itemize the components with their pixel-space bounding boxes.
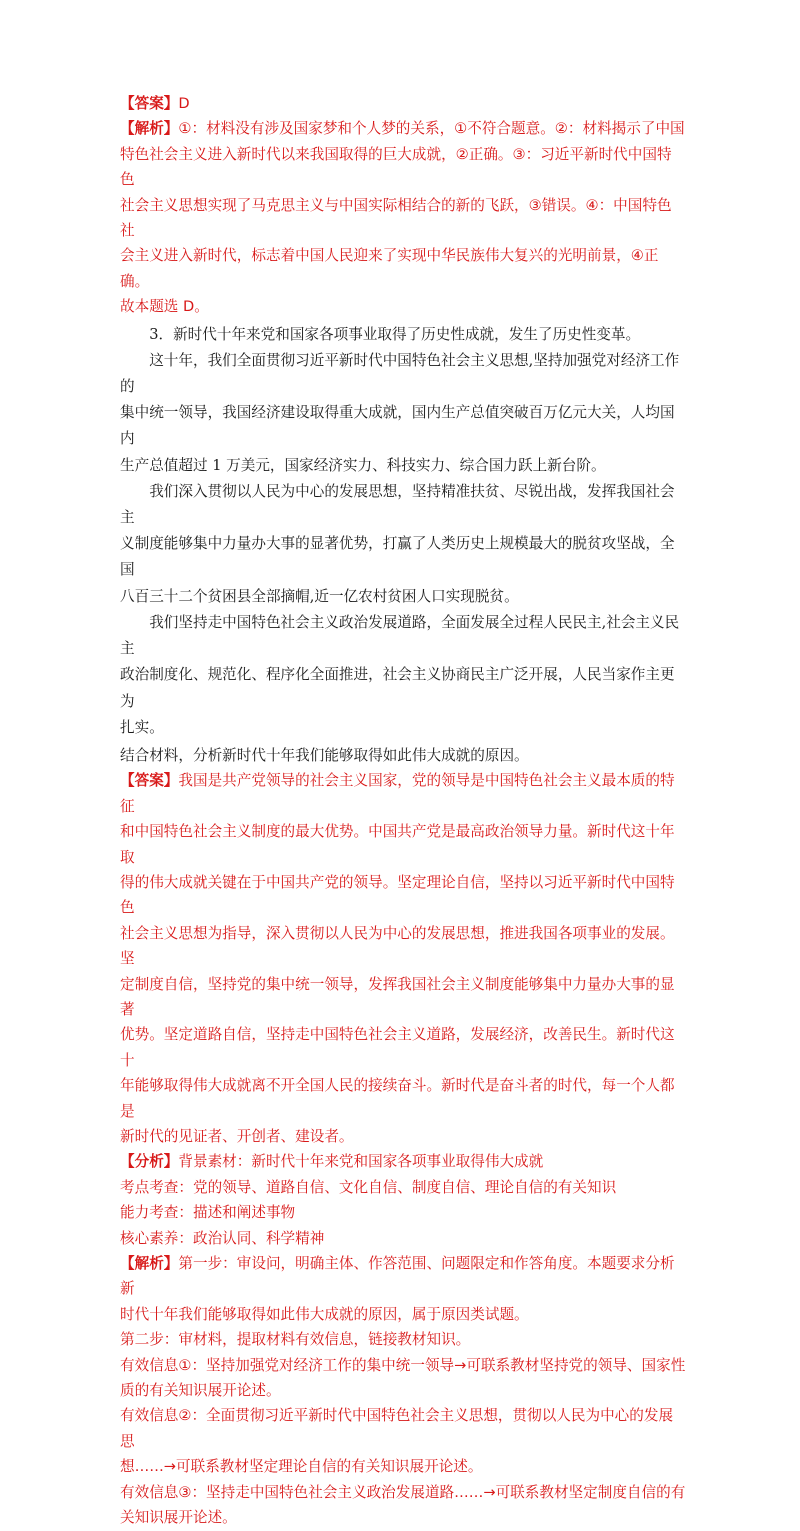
analysis-tag: 【解析】 — [120, 120, 179, 138]
fenxi-tag: 【分析】 — [120, 1153, 179, 1171]
answer-2-line: 和中国特色社会主义制度的最大优势。中国共产党是最高政治领导力量。新时代这十年取 — [120, 823, 675, 866]
answer-2-line: 【答案】我国是共产党领导的社会主义国家，党的领导是中国特色社会主义最本质的特征 — [120, 772, 675, 815]
answer-2-line: 新时代的见证者、开创者、建设者。 — [120, 1128, 354, 1145]
answer-value: D — [178, 95, 190, 112]
material-line: 我们深入贯彻以人民为中心的发展思想，坚持精准扶贫、尽锐出战，发挥我国社会主 — [120, 482, 675, 527]
analysis-2-block — [120, 1251, 686, 1530]
material-line: 我们坚持走中国特色社会主义政治发展道路，全面发展全过程人民民主,社会主义民主 — [120, 613, 680, 658]
fenxi-line: 能力考查：描述和阐述事物 — [120, 1204, 296, 1222]
answer-tag: 【答案】 — [120, 772, 179, 790]
answer-1-line — [120, 91, 686, 116]
answer-2-line: 得的伟大成就关键在于中国共产党的领导。坚定理论自信，坚持以习近平新时代中国特色 — [120, 873, 675, 917]
fenxi-line: 核心素养：政治认同、科学精神 — [120, 1229, 325, 1247]
fenxi-block — [120, 1149, 686, 1251]
analysis-2-line: 【解析】第一步：审设问，明确主体、作答范围、问题限定和作答角度。本题要求分析新 — [120, 1255, 675, 1298]
question-prompt-block — [120, 743, 686, 768]
analysis-2-line: 第二步：审材料，提取材料有效信息，链接教材知识。 — [120, 1331, 471, 1349]
material-line: 集中统一领导，我国经济建设取得重大成就，国内生产总值突破百万亿元大关，人均国内 — [120, 404, 675, 448]
analysis-2-line: 时代十年我们能够取得如此伟大成就的原因，属于原因类试题。 — [120, 1305, 529, 1323]
answer-2-line: 优势。坚定道路自信，坚持走中国特色社会主义道路，发展经济，改善民生。新时代这十 — [120, 1026, 675, 1069]
answer-2-line: 年能够取得伟大成就离不开全国人民的接续奋斗。新时代是奋斗者的时代，每一个人都是 — [120, 1077, 675, 1120]
analysis-2-line: 有效信息①：坚持加强党对经济工作的集中统一领导→可联系教材坚持党的领导、国家性 — [120, 1356, 686, 1374]
answer-2-line: 社会主义思想为指导，深入贯彻以人民为中心的发展思想，推进我国各项事业的发展。坚 — [120, 924, 675, 968]
analysis-1-line: 故本题选 D。 — [120, 298, 209, 316]
question-prompt: 结合材料，分析新时代十年我们能够取得如此伟大成就的原因。 — [120, 746, 529, 764]
material-line: 八百三十二个贫困县全部摘帽,近一亿农村贫困人口实现脱贫。 — [120, 587, 519, 605]
material-line: 义制度能够集中力量办大事的显著优势，打赢了人类历史上规模最大的脱贫攻坚战，全国 — [120, 535, 675, 579]
analysis-2-line: 关知识展开论述。 — [120, 1509, 237, 1527]
analysis-1-line: 社会主义思想实现了马克思主义与中国实际相结合的新的飞跃，③错误。④：中国特色社 — [120, 196, 672, 240]
material-line: 这十年，我们全面贯彻习近平新时代中国特色社会主义思想,坚持加强党对经济工作的 — [120, 351, 680, 396]
analysis-1-line: 会主义进入新时代，标志着中国人民迎来了实现中华民族伟大复兴的光明前景，④正确。 — [120, 247, 659, 290]
analysis-2-line: 有效信息②：全面贯彻习近平新时代中国特色社会主义思想，贯彻以人民为中心的发展思 — [120, 1407, 674, 1450]
question-3-title: 3．新时代十年来党和国家各项事业取得了历史性成就，发生了历史性变革。 — [149, 325, 641, 343]
fenxi-line: 【分析】背景素材：新时代十年来党和国家各项事业取得伟大成就 — [120, 1153, 544, 1171]
analysis-1-line: 特色社会主义进入新时代以来我国取得的巨大成就，②正确。③：习近平新时代中国特色 — [120, 145, 672, 189]
document-page — [120, 91, 686, 1531]
analysis-1-block — [120, 116, 686, 319]
question-3-block — [120, 322, 686, 741]
analysis-2-line: 有效信息③：坚持走中国特色社会主义政治发展道路……→可联系教材坚定制度自信的有 — [120, 1483, 686, 1501]
analysis-tag: 【解析】 — [120, 1255, 179, 1273]
answer-1-block — [120, 91, 686, 116]
material-line: 政治制度化、规范化、程序化全面推进，社会主义协商民主广泛开展，人民当家作主更为 — [120, 666, 675, 710]
answer-2-line: 定制度自信，坚持党的集中统一领导，发挥我国社会主义制度能够集中力量办大事的显著 — [120, 975, 675, 1018]
material-line: 生产总值超过 1 万美元，国家经济实力、科技实力、综合国力跃上新台阶。 — [120, 456, 606, 474]
answer-2-block — [120, 768, 686, 1149]
analysis-1-line: 【解析】①：材料没有涉及国家梦和个人梦的关系，①不符合题意。②：材料揭示了中国 — [120, 120, 685, 138]
analysis-2-line: 想……→可联系教材坚定理论自信的有关知识展开论述。 — [120, 1458, 483, 1476]
analysis-2-line: 质的有关知识展开论述。 — [120, 1382, 281, 1400]
material-line: 扎实。 — [120, 718, 164, 736]
fenxi-line: 考点考查：党的领导、道路自信、文化自信、制度自信、理论自信的有关知识 — [120, 1178, 617, 1196]
answer-tag: 【答案】 — [120, 95, 179, 112]
